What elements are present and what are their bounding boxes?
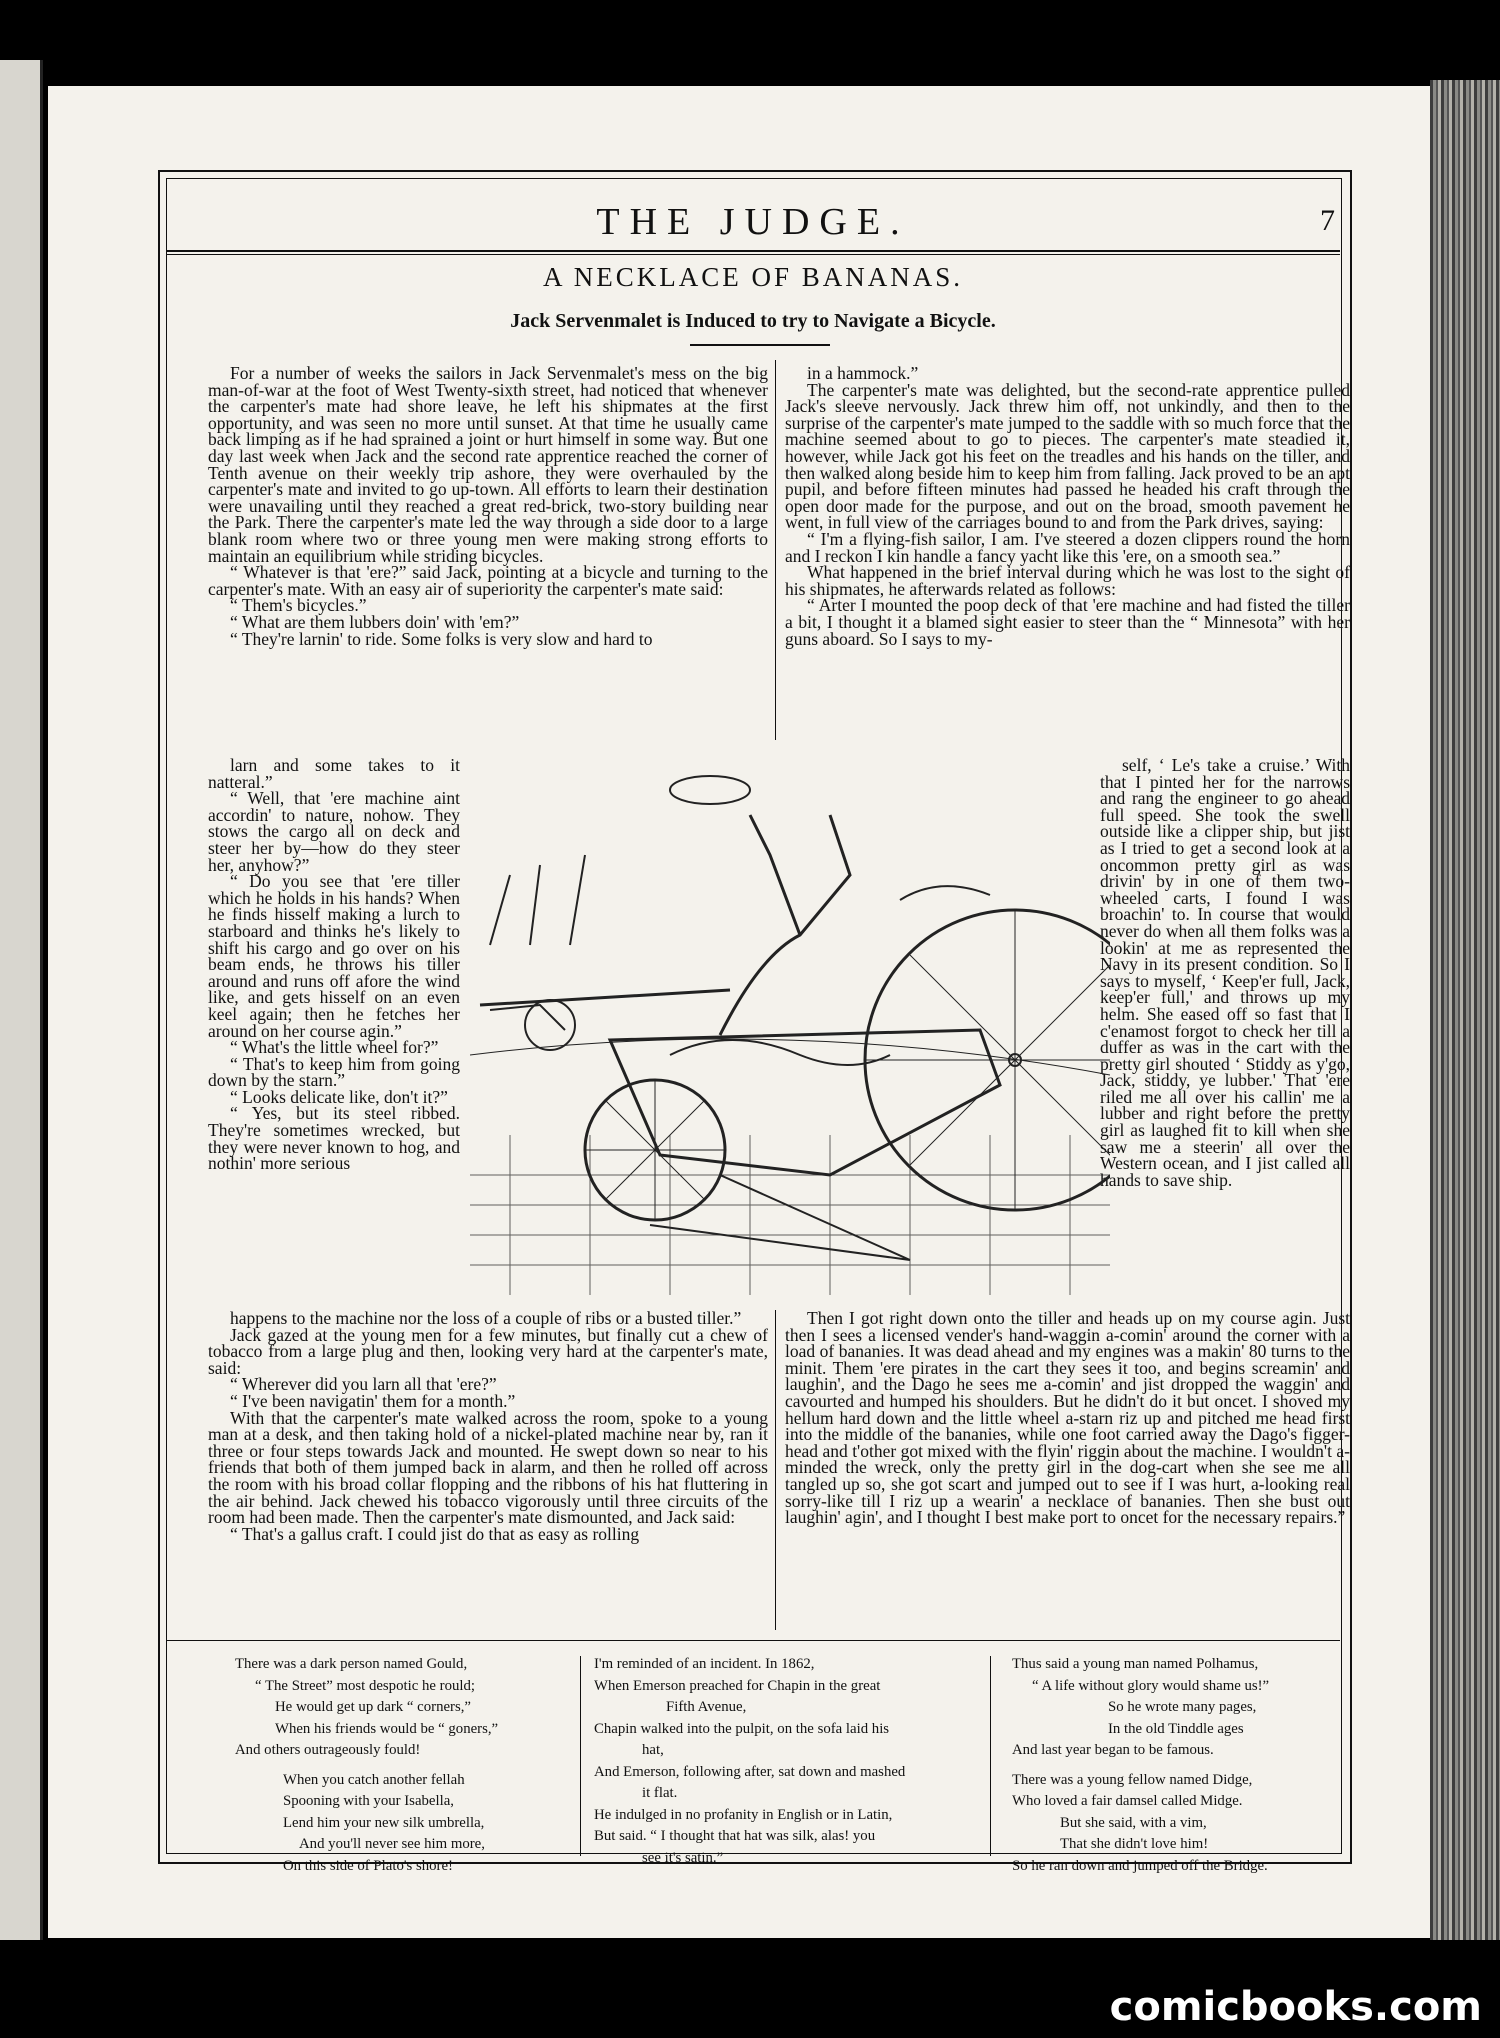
facing-page-edge (0, 60, 43, 1940)
poem-line: And you'll never see him more, (299, 1836, 485, 1852)
poem-line: But said. “ I thought that hat was silk, alas! you (594, 1828, 876, 1844)
article-paragraph: happens to the machine nor the loss of a couple of ribs or a busted tiller.” (230, 1308, 742, 1328)
article-paragraph: “ Arter I mounted the poop deck of that 'ere machine and had fisted the tiller a bit, I thought it a blamed sight easier to steer than the “ Minnesota” with her guns aboard. So I says to my- (785, 595, 1350, 649)
poem-line: Lend him your new silk umbrella, (283, 1814, 485, 1831)
poem-line: When you catch another fellah (283, 1771, 465, 1788)
poem-line: On this side of Plato's shore! (283, 1857, 453, 1874)
poem-polhamus-right (1012, 1654, 1332, 1877)
poem-line: Chapin walked into the pulpit, on the sofa laid his (594, 1720, 890, 1737)
article-paragraph: “ What are them lubbers doin' with 'em?” (230, 611, 520, 632)
poem-line: “ A life without glory would shame us!” (1032, 1677, 1270, 1694)
article-paragraph: “ I've been navigatin' them for a month.” (230, 1390, 516, 1411)
article-paragraph: “ That's a gallus craft. I could jist do that as easy as rolling (230, 1523, 640, 1544)
poem-line: There was a dark person named Gould, (235, 1656, 468, 1672)
article-subheadline: Jack Servenmalet is Induced to try to Navigate a Bicycle. (510, 310, 996, 332)
article-paragraph: What happened in the brief interval during which he was lost to the sight of his shipmates, he afterwards related as follows: (785, 562, 1350, 599)
poem-line: He would get up dark “ corners,” (275, 1699, 471, 1715)
column-2-top (785, 365, 1350, 745)
poem-line: And others outrageously fould! (235, 1742, 421, 1758)
poem-line: it flat. (642, 1785, 678, 1801)
poem-line: When his friends would be “ goners,” (275, 1720, 499, 1737)
poem-line: But she said, with a vim, (1060, 1814, 1207, 1831)
column-1-bottom (208, 1310, 768, 1630)
article-paragraph: For a number of weeks the sailors in Jack Servenmalet's mess on the big man-of-war at the foot of West Twenty-sixth street, had noticed that whenever the carpenter's mate had shore leave, he left his shipmates at the first opportunity, and was seen no more until sunset. At that time he usually came back limping as if he had sprained a joint or hurt himself in some way. But one day last week when Jack and the second rate apprentice reached the corner of Tenth avenue on their weekly trip ashore, they were overhauled by the carpenter's mate and invited to go up-town. All efforts to learn their destination were unavailing until they reached a great red-brick, two-story building near the Park. There the carpenter's mate led the way through a side door to a large blank room where two or three young men were making strong efforts to maintain an equilibrium while striding bicycles. (208, 363, 768, 566)
column-2-bottom (785, 1310, 1350, 1630)
headline-rule (690, 344, 830, 346)
poem-line: And last year began to be famous. (1012, 1742, 1214, 1758)
poem-line: Spooning with your Isabella, (283, 1793, 454, 1809)
poem-line: Who loved a fair damsel called Midge. (1012, 1793, 1243, 1809)
article-headline: A NECKLACE OF BANANAS. (542, 262, 964, 292)
column-divider (775, 360, 776, 740)
poem-line: That she didn't love him! (1060, 1836, 1209, 1852)
article-paragraph: larn and some takes to it natteral.” (208, 755, 460, 792)
article-paragraph: “ What's the little wheel for?” (230, 1037, 439, 1058)
article-paragraph: “ I'm a flying-fish sailor, I am. I've steered a dozen clippers round the horn and I reckon I kin handle a fancy yacht like this 'ere, on a smooth sea.” (785, 528, 1350, 566)
article-paragraph: The carpenter's mate was delighted, but the second-rate apprentice pulled Jack's sleeve nervously. Jack threw him off, not unkindly, and then to the surprise of the carpenter's mate jumped to the saddle with so much force that the machine seemed about to go to pieces. The carpenter's mate steadied it, however, while Jack got his feet on the treadles and his hands on the tiller, and then walked along beside him to keep him from falling. Jack proved to be an apt pupil, and before fifteen minutes had passed he headed his craft through the open door made for the purpose, and out on the broad, smooth pavement he went, in full view of the carriages bound to and from the Park drives, saying: (785, 379, 1350, 533)
poem-divider-2 (990, 1656, 991, 1856)
article-paragraph: “ That's to keep him from going down by the starn.” (208, 1053, 460, 1091)
column-divider-lower (775, 1310, 776, 1630)
article-paragraph: “ Yes, but its steel ribbed. They're sometimes wrecked, but they were never known to hog, and nothin' more serious (208, 1103, 460, 1174)
page-number: 7 (1320, 204, 1335, 237)
poem-line: “ The Street” most despotic he rould; (255, 1677, 475, 1694)
poem-line: There was a young fellow named Didge, (1012, 1771, 1253, 1788)
article-paragraph: “ Do you see that 'ere tiller which he holds in his hands? When he finds hisself making a lurch to starboard and thinks he's likely to shift his cargo and go over on his beam ends, he throws his tiller around and runs off afore the wind like, and gets hisself on an even keel again; then he fetches her around on her course agin.” (208, 871, 460, 1041)
article-paragraph: “ Whatever is that 'ere?” said Jack, pointing at a bicycle and turning to the carpenter's mate. With an easy air of superiority the carpenter's mate said: (208, 562, 768, 599)
column-1-wrap (208, 757, 460, 1307)
article-paragraph: “ They're larnin' to ride. Some folks is very slow and hard to (230, 628, 653, 649)
article-paragraph: Jack gazed at the young men for a few minutes, but finally cut a chew of tobacco from a large plug and then, looking very hard at the carpenter's mate, said: (208, 1324, 768, 1378)
masthead-title: THE JUDGE. (596, 201, 910, 243)
article-paragraph: “ Well, that 'ere machine aint accordin' to nature, nohow. They stows the cargo all on deck and steer her by—how do they steer her, anyhow?” (208, 788, 460, 875)
article-paragraph: “ Them's bicycles.” (230, 595, 367, 616)
article-paragraph: in a hammock.” (807, 363, 919, 383)
poem-line: Thus said a young man named Polhamus, (1012, 1656, 1259, 1672)
poem-line: So he ran down and jumped off the Bridge. (1012, 1857, 1268, 1874)
poem-emerson-middle (594, 1654, 974, 1869)
poem-line: He indulged in no profanity in English or in Latin, (594, 1806, 893, 1823)
poem-divider-1 (580, 1656, 581, 1856)
article-paragraph: self, ‘ Le's take a cruise.’ With that I pinted her for the narrows and rang the engineer to go ahead full speed. She took the swell outside like a clipper ship, but jist as I tried to get a second look at a oncommon pretty girl as was drivin' by in one of them two-wheeled carts, I found I was broachin' to. In course that would never do when all them folks was a lookin' at me as represented the Navy in its present condition. So I says to myself, ‘ Keep'er full, Jack, keep'er full,' and throws up my helm. She eased off so fast that I c'enamost forgot to check her till a duffer as was in the cart with the pretty girl shouted ‘ Stiddy as y'go, Jack, stiddy, ye lubber.' That 'ere riled me all over his callin' me a lubber and right before the pretty girl as laughed fit to kill when she saw me a steerin' all over the Western ocean, and I jist called all hands to save ship. (1100, 755, 1350, 1190)
poem-line: And Emerson, following after, sat down and mashed (594, 1763, 906, 1780)
article-paragraph: “ Looks delicate like, don't it?” (230, 1086, 448, 1107)
masthead-rule-thin (166, 254, 1340, 255)
poem-line: When Emerson preached for Chapin in the great (594, 1677, 881, 1694)
column-1-top (208, 365, 768, 755)
poem-line: In the old Tinddle ages (1108, 1720, 1244, 1737)
poem-section-rule (166, 1640, 1340, 1641)
poem-line: see it's satin.” (642, 1849, 724, 1866)
poem-line: hat, (642, 1742, 664, 1758)
bicycle-crash-illustration (470, 755, 1110, 1300)
book-spine (1430, 80, 1500, 1940)
poem-gould-left (235, 1654, 565, 1877)
article-paragraph: Then I got right down onto the tiller and heads up on my course agin. Just then I sees a licensed vender's hand-waggin a-comin' around the corner with a load of bananies. It was dead ahead and my engines was a makin' 80 turns to the minit. Them 'ere pirates in the cart they sees it too, and begins screamin' and laughin', and the Dago he sees me a-comin' and jist dropped the waggin' and cavourted and humped his shoulders. But he didn't do it but oncet. I shoved my hellum hard down and the little wheel a-starn riz up and pitched me head first into the middle of the bananies, while one foot carried away the Dago's figger-head and t'other got mixed with the flyin' riggin about the machine. I wouldn't a-minded the wreck, only the pretty girl in the dog-cart when she see me all tangled up so, she got scart and jumped out to see if I was hurt, a-looking real sorry-like till I riz up a wearin' a necklace of bananies. Then she bust out laughin' agin', and I thought I best make port to oncet for the necessary repairs.” (785, 1308, 1350, 1528)
poem-line: I'm reminded of an incident. In 1862, (594, 1656, 815, 1672)
site-watermark: comicbooks.com (1109, 1984, 1482, 2030)
article-paragraph: With that the carpenter's mate walked across the room, spoke to a young man at a desk, and then taking hold of a nickel-plated machine near by, ran it three or four steps towards Jack and mounted. He swept down so near to his friends that both of them jumped back in alarm, and then he rolled off across the room with his broad collar flopping and the ribbons of his hat fluttering in the air behind. Jack chewed his tobacco vigorously until three circuits of the room had been made. Then the carpenter's mate dismounted, and Jack said: (208, 1407, 768, 1528)
poem-line: Fifth Avenue, (666, 1699, 747, 1715)
poem-line: So he wrote many pages, (1108, 1699, 1257, 1715)
column-2-wrap (1100, 757, 1350, 1307)
article-paragraph: “ Wherever did you larn all that 'ere?” (230, 1374, 497, 1395)
masthead-rule (166, 250, 1340, 252)
